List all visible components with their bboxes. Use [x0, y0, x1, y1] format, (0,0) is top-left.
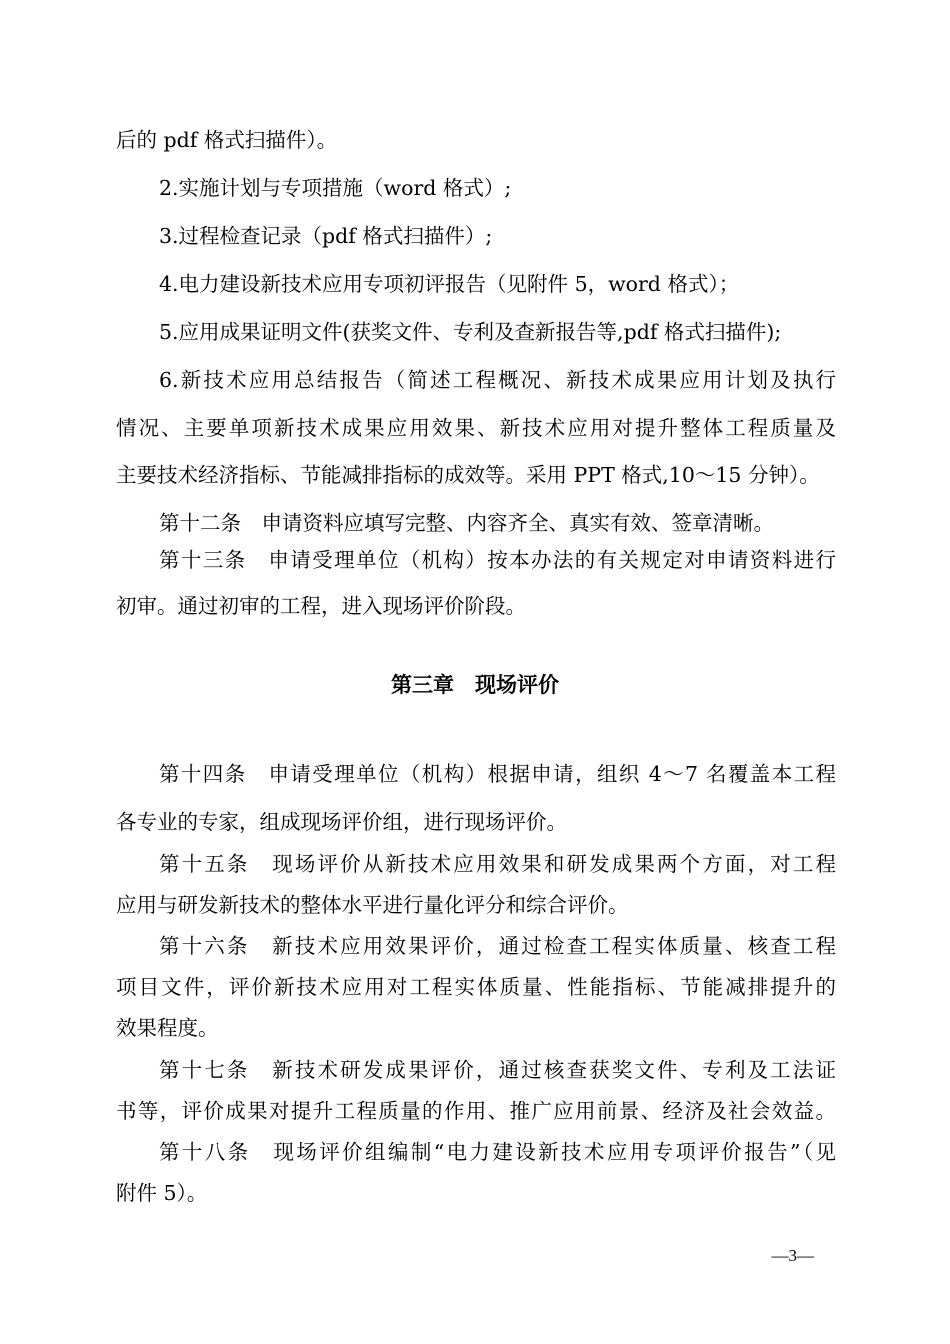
chapter-heading: 第三章 现场评价 — [391, 673, 559, 697]
text-line: 效果程度。 — [116, 1016, 219, 1040]
list-item-3: 3.过程检查记录（pdf 格式扫描件）; — [159, 224, 493, 248]
text-line: 各专业的专家，组成现场评价组，进行现场评价。 — [116, 810, 567, 834]
text-line: 书等，评价成果对提升工程质量的作用、推广应用前景、经济及社会效益。 — [116, 1099, 836, 1123]
list-item-2: 2.实施计划与专项措施（word 格式）; — [159, 176, 512, 200]
list-item-5: 5.应用成果证明文件(获奖文件、专利及查新报告等,pdf 格式扫描件); — [159, 320, 782, 344]
text-line: 附件 5）。 — [116, 1181, 208, 1205]
article-18: 第十八条 现场评价组编制“电力建设新技术应用专项评价报告”（见 — [159, 1140, 836, 1164]
page-number: —3— — [771, 1246, 814, 1265]
list-item-4: 4.电力建设新技术应用专项初评报告（见附件 5，word 格式）； — [159, 272, 740, 296]
text-line: 后的 pdf 格式扫描件）。 — [116, 128, 338, 152]
article-17: 第十七条 新技术研发成果评价，通过核查获奖文件、专利及工法证 — [159, 1058, 836, 1082]
text-line: 项目文件，评价新技术应用对工程实体质量、性能指标、节能减排提升的 — [116, 975, 836, 999]
article-16: 第十六条 新技术应用效果评价，通过检查工程实体质量、核查工程 — [159, 934, 836, 958]
text-line: 情况、主要单项新技术成果应用效果、新技术应用对提升整体工程质量及 — [116, 416, 836, 440]
article-13: 第十三条 申请受理单位（机构）按本办法的有关规定对申请资料进行 — [159, 548, 836, 572]
text-line: 应用与研发新技术的整体水平进行量化评分和综合评价。 — [116, 893, 629, 917]
article-15: 第十五条 现场评价从新技术应用效果和研发成果两个方面，对工程 — [159, 852, 836, 876]
text-line: 主要技术经济指标、节能减排指标的成效等。采用 PPT 格式,10～15 分钟）。 — [116, 463, 820, 487]
article-14: 第十四条 申请受理单位（机构）根据申请，组织 4～7 名覆盖本工程 — [159, 762, 836, 786]
text-line: 初审。通过初审的工程，进入现场评价阶段。 — [116, 594, 526, 618]
article-12: 第十二条 申请资料应填写完整、内容齐全、真实有效、签章清晰。 — [159, 511, 774, 535]
list-item-6: 6.新技术应用总结报告（简述工程概况、新技术成果应用计划及执行 — [159, 368, 836, 392]
